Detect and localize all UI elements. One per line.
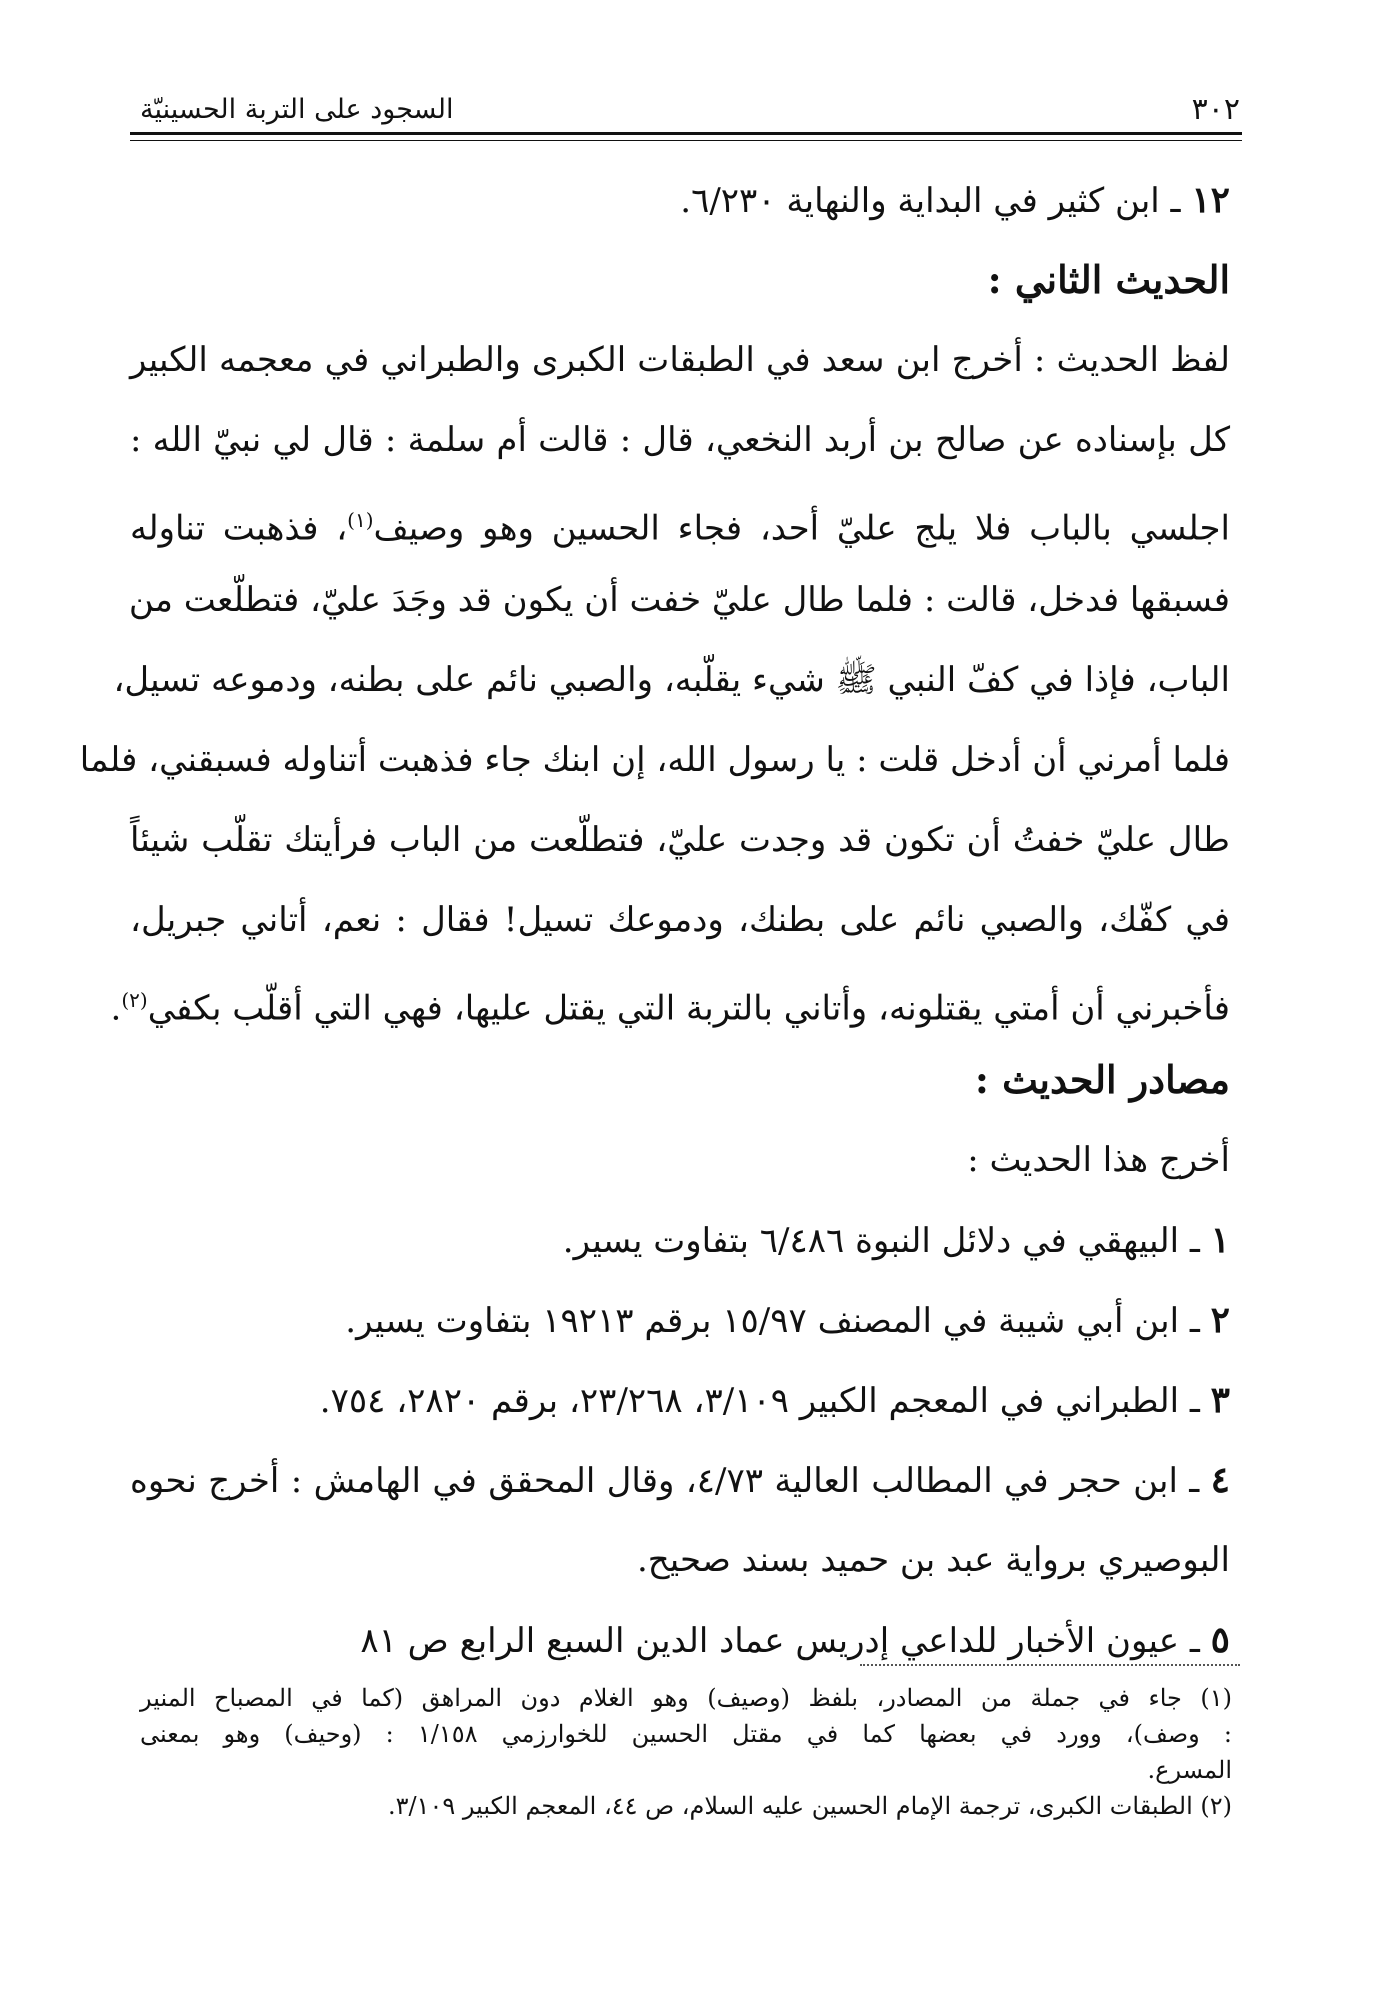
paragraph-line: فسبقها فدخل، قالت : فلما طال عليّ خفت أن يكون قد وجَدَ عليّ، فتطلّعت من [128,580,1230,620]
sources-intro: أخرج هذا الحديث : [967,1140,1230,1180]
running-title: السجود على التربة الحسينيّة [140,94,454,125]
item-text: ـ البيهقي في دلائل النبوة ٦/٤٨٦ بتفاوت يسير. [562,1221,1200,1261]
item-number: ٢ [1210,1299,1230,1341]
item-number: ١ [1210,1219,1230,1261]
heading-second-hadith: الحديث الثاني : [987,257,1230,302]
source-item [130,1440,1230,1520]
paragraph-line: طال عليّ خفتُ أن تكون قد وجدت عليّ، فتطلّعت من الباب فرأيتك تقلّب شيئاً [130,820,1230,860]
paragraph-line: فلما أمرني أن أدخل قلت : يا رسول الله، إن ابنك جاء فذهبت أتناوله فسبقني، فلما [79,740,1230,780]
footnote-separator [860,1664,1240,1666]
paragraph-line-text: فأخبرني أن أمتي يقتلونه، وأتاني بالتربة التي يقتل عليها، فهي التي أقلّب بكفي [147,988,1230,1029]
item-number: ١٢ [1191,179,1230,221]
paragraph-line [110,960,1230,1040]
item-text: ـ الطبراني في المعجم الكبير ٣/١٠٩، ٢٣/٢٦٨، برقم ٢٨٢٠، ٧٥٤. [319,1381,1200,1421]
footnotes [140,1680,1232,1824]
item-number: ٤ [1210,1459,1230,1501]
source-item [130,1360,1230,1440]
item-number: ٣ [1210,1379,1230,1421]
paragraph-line-text: اجلسي بالباب فلا يلج عليّ أحد، فجاء الحسين وهو وصيف [373,508,1230,549]
source-item-12 [130,160,1230,240]
page-header [140,88,1240,128]
item-number: ٥ [1210,1619,1230,1661]
source-item [130,1200,1230,1280]
paragraph-line: كل بإسناده عن صالح بن أربد النخعي، قال : قالت أم سلمة : قال لي نبيّ الله : [130,420,1230,460]
footnote-ref: (٢) [121,988,148,1012]
source-item [130,1600,1230,1680]
footnote-1-line: : وصف)، وورد في بعضها كما في مقتل الحسين للخوارزمي ١/١٥٨ : (وحيف) وهو بمعنى [140,1720,1232,1748]
end-period: . [110,988,122,1029]
paragraph-line: في كفّك، والصبي نائم على بطنك، ودموعك تسيل! فقال : نعم، أتاني جبريل، [130,900,1230,940]
item-text: ـ ابن أبي شيبة في المصنف ١٥/٩٧ برقم ١٩٢١٣ بتفاوت يسير. [345,1301,1200,1341]
paragraph-line: الباب، فإذا في كفّ النبي ﷺ شيء يقلّبه، والصبي نائم على بطنه، ودموعه تسيل، [113,660,1230,700]
paragraph-line: لفظ الحديث : أخرج ابن سعد في الطبقات الكبرى والطبراني في معجمه الكبير [130,340,1230,380]
heading-sources: مصادر الحديث : [974,1057,1230,1102]
footnote-1-line: المسرع. [1147,1756,1232,1784]
footnote-1-line: (١) جاء في جملة من المصادر، بلفظ (وصيف) وهو الغلام دون المراهق (كما في المصباح المنير [140,1684,1232,1712]
item-text: ـ عيون الأخبار للداعي إدريس عماد الدين السبع الرابع ص ٨١ [360,1621,1200,1661]
item-text: ـ ابن كثير في البداية والنهاية ٦/٢٣٠. [680,181,1181,221]
body-text [79,160,1230,1680]
header-rule [130,132,1242,135]
paragraph-line [130,480,1230,560]
page-number: ٣٠٢ [1191,92,1240,127]
paragraph-line-tail: ، فذهبت تناوله [130,508,348,549]
item-text: ـ ابن حجر في المطالب العالية ٤/٧٣، وقال المحقق في الهامش : أخرج نحوه [130,1461,1200,1501]
header-rule-thin [130,140,1242,141]
footnote-2: (٢) الطبقات الكبرى، ترجمة الإمام الحسين عليه السلام، ص ٤٤، المعجم الكبير ٣/١٠٩. [387,1792,1232,1820]
source-item-continuation: البوصيري برواية عبد بن حميد بسند صحيح. [636,1540,1230,1580]
source-item [130,1280,1230,1360]
footnote-ref: (١) [347,508,374,532]
